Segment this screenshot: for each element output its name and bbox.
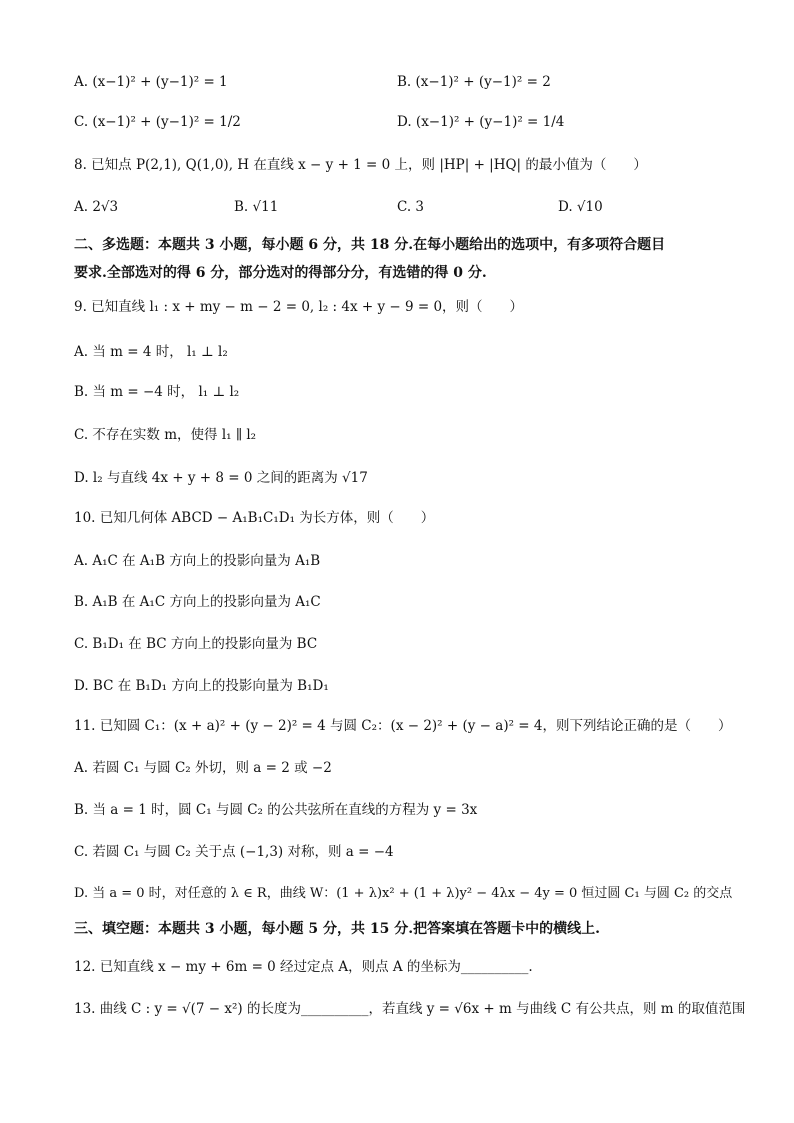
q10-option-a: A. A₁C 在 A₁B 方向上的投影向量为 A₁B [74,553,321,569]
q8-stem: 8. 已知点 P(2,1), Q(1,0), H 在直线 x − y + 1 = 0 上，则 |HP| + |HQ| 的最小值为（ ） [74,157,647,173]
section-3-heading: 三、填空题：本题共 3 小题，每小题 5 分，共 15 分.把答案填在答题卡中的横线上. [74,921,600,937]
q12-stem: 12. 已知直线 x − my + 6m = 0 经过定点 A，则点 A 的坐标为__________. [74,959,533,975]
q11-option-d: D. 当 a = 0 时，对任意的 λ ∈ R，曲线 W：(1 + λ)x² + (1 + λ)y² − 4λx − 4y = 0 恒过圆 C₁ 与圆 C₂ 的交点 [74,886,733,901]
q7-option-a: A. (x−1)² + (y−1)² = 1 [74,74,228,90]
q13-stem: 13. 曲线 C : y = √(7 − x²) 的长度为__________，若直线 y = √6x + m 与曲线 C 有公共点，则 m 的取值范围 [74,1001,746,1017]
q11-option-b: B. 当 a = 1 时，圆 C₁ 与圆 C₂ 的公共弦所在直线的方程为 y = 3x [74,802,478,818]
q10-option-c: C. B₁D₁ 在 BC 方向上的投影向量为 BC [74,636,318,652]
q11-option-a: A. 若圆 C₁ 与圆 C₂ 外切，则 a = 2 或 −2 [74,760,332,776]
q10-stem: 10. 已知几何体 ABCD − A₁B₁C₁D₁ 为长方体，则（ ） [74,510,435,526]
q9-stem: 9. 已知直线 l₁ : x + my − m − 2 = 0, l₂ : 4x + y − 9 = 0，则（ ） [74,299,524,315]
q9-option-a: A. 当 m = 4 时， l₁ ⊥ l₂ [74,344,228,360]
q8-option-d: D. √10 [558,199,603,215]
section-2-heading-line-2: 要求.全部选对的得 6 分，部分选对的得部分分，有选错的得 0 分. [74,265,487,281]
q10-option-d: D. BC 在 B₁D₁ 方向上的投影向量为 B₁D₁ [74,678,329,694]
q9-option-c: C. 不存在实数 m，使得 l₁ ∥ l₂ [74,427,257,443]
q9-option-b: B. 当 m = −4 时， l₁ ⊥ l₂ [74,384,240,400]
q11-stem: 11. 已知圆 C₁：(x + a)² + (y − 2)² = 4 与圆 C₂：(x − 2)² + (y − a)² = 4，则下列结论正确的是（ ） [74,718,732,734]
q9-option-d: D. l₂ 与直线 4x + y + 8 = 0 之间的距离为 √17 [74,470,368,486]
q7-option-c: C. (x−1)² + (y−1)² = 1/2 [74,114,241,130]
q7-option-b: B. (x−1)² + (y−1)² = 2 [397,74,551,90]
q11-option-c: C. 若圆 C₁ 与圆 C₂ 关于点 (−1,3) 对称，则 a = −4 [74,844,394,860]
section-2-heading-line-1: 二、多选题：本题共 3 小题，每小题 6 分，共 18 分.在每小题给出的选项中，有多项符合题目 [74,237,666,253]
q8-option-c: C. 3 [397,199,425,215]
q7-option-d: D. (x−1)² + (y−1)² = 1/4 [397,114,565,130]
q8-option-a: A. 2√3 [74,199,119,215]
q8-option-b: B. √11 [234,199,279,215]
q10-option-b: B. A₁B 在 A₁C 方向上的投影向量为 A₁C [74,594,321,610]
